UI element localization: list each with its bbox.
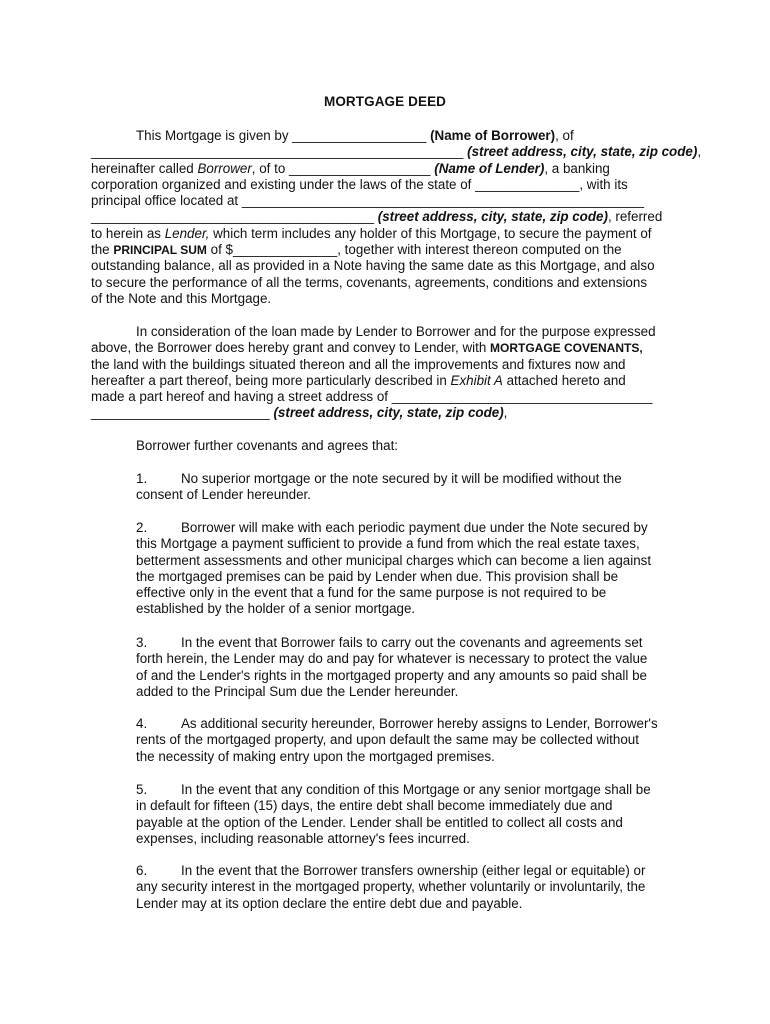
paragraph-parties: [91, 128, 702, 307]
text-line: established by the holder of a senior mortgage.: [136, 601, 416, 617]
item-number: 1.: [136, 471, 148, 486]
text-line: rents of the mortgaged property, and upon default the same may be collected without: [136, 732, 639, 748]
text-line: the necessity of making entry upon the mortgaged premises.: [136, 748, 495, 764]
text-line: to herein as Lender, which term includes any holder of this Mortgage, to secure the payment of: [91, 225, 652, 241]
item-number: 4.: [136, 716, 148, 731]
covenant-item-3: [136, 635, 681, 700]
lender-name-blank: ___________________: [289, 160, 431, 176]
text-line: effective only in the event that a fund for the same purpose is not required to be: [136, 585, 607, 601]
text-line: expenses, including reasonable attorney's fees incurred.: [136, 830, 470, 846]
text-line: ________________________ (street address, city, state, zip code),: [91, 405, 508, 421]
covenant-item-2: [136, 520, 681, 618]
covenant-item-6: [136, 863, 681, 912]
text-line: hereafter a part thereof, being more particularly described in Exhibit A attached hereto and: [91, 372, 626, 388]
covenant-item-5: [136, 782, 681, 847]
text-line: above, the Borrower does hereby grant and convey to Lender, with MORTGAGE COVENANTS,: [91, 340, 643, 356]
text-line: forth herein, the Lender may do and pay for whatever is necessary to protect the value: [136, 651, 648, 667]
text-line: in default for fifteen (15) days, the entire debt shall become immediately due and: [136, 798, 613, 814]
text-line: 4. As additional security hereunder, Borrower hereby assigns to Lender, Borrower's: [136, 716, 658, 731]
covenant-item-4: [136, 716, 681, 765]
text-line: to secure the performance of all the terms, covenants, agreements, conditions and extensions: [91, 274, 648, 290]
item-number: 2.: [136, 520, 148, 535]
item-number: 6.: [136, 863, 148, 878]
text-line: outstanding balance, all as provided in a Note having the same date as this Mortgage, and also: [91, 258, 655, 274]
text-line: 3. In the event that Borrower fails to carry out the covenants and agreements set: [136, 635, 643, 650]
covenant-item-1: [136, 471, 681, 504]
text-line: the mortgaged premises can be paid by Lender when due. This provision shall be: [136, 568, 619, 584]
item-number: 5.: [136, 782, 148, 797]
text-line: made a part hereof and having a street address of ___________________________________: [91, 389, 653, 405]
text-line: 1. No superior mortgage or the note secured by it will be modified without the: [136, 471, 622, 486]
covenants-intro-text: Borrower further covenants and agrees that:: [136, 438, 399, 453]
text-line: 2. Borrower will make with each periodic payment due under the Note secured by: [136, 520, 648, 535]
text-line: the PRINCIPAL SUM of $______________, together with interest thereon computed on the: [91, 242, 622, 258]
text-line: Lender may at its option declare the entire debt due and payable.: [136, 895, 523, 911]
text-line: any security interest in the mortgaged property, whether voluntarily or involuntarily, the: [136, 879, 646, 895]
text-line: betterment assessments and other municipal charges which can become a lien against: [136, 552, 652, 568]
property-address-blank: ___________________________________: [391, 389, 653, 405]
text-line: 6. In the event that the Borrower transfers ownership (either legal or equitable) or: [136, 863, 646, 878]
lender-office-blank: ______________________________________________________: [241, 193, 645, 209]
text-line: ______________________________________ (street address, city, state, zip code), referred: [91, 209, 663, 225]
text-line: of the Note and this Mortgage.: [91, 290, 272, 306]
principal-sum-blank: ______________: [232, 242, 338, 258]
text-line: of and the Lender's rights in the mortgaged property and any amounts so paid shall be: [136, 667, 647, 683]
text-line: consent of Lender hereunder.: [136, 487, 311, 503]
paragraph-consideration: [91, 324, 679, 422]
text-line: This Mortgage is given by __________________ (Name of Borrower), of: [136, 128, 574, 143]
text-line: the land with the buildings situated thereon and all the improvements and fixtures now and: [91, 356, 626, 372]
text-line: __________________________________________________ (street address, city, state, zip code),: [91, 144, 702, 160]
text-line: payable at the option of the Lender. Lender shall be entitled to collect all costs and: [136, 814, 623, 830]
text-line: corporation organized and existing under the laws of the state of ______________, with its: [91, 176, 628, 192]
document-title: MORTGAGE DEED: [323, 94, 447, 109]
text-line: added to the Principal Sum due the Lender hereunder.: [136, 683, 459, 699]
item-number: 3.: [136, 635, 148, 650]
text-line: 5. In the event that any condition of this Mortgage or any senior mortgage shall be: [136, 782, 651, 797]
text-line: hereinafter called Borrower, of to ___________________ (Name of Lender), a banking: [91, 160, 610, 176]
borrower-address-blank: __________________________________________________: [91, 144, 464, 160]
text-line: this Mortgage a payment sufficient to provide a fund from which the real estate taxes,: [136, 536, 640, 552]
covenants-intro: [136, 438, 681, 454]
text-line: principal office located at ______________________________________________________: [91, 193, 645, 209]
borrower-name-blank: __________________: [292, 128, 427, 143]
text-line: In consideration of the loan made by Lender to Borrower and for the purpose expressed: [136, 324, 656, 339]
